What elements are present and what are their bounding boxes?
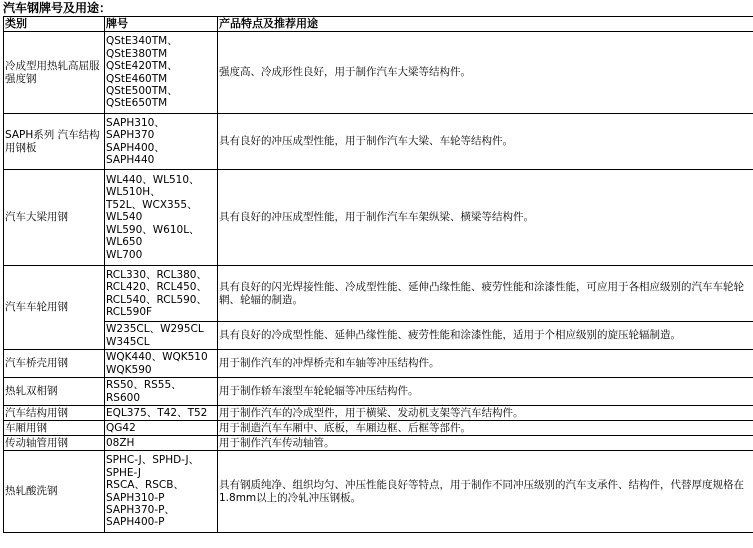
grade-cell <box>105 451 218 533</box>
table-header-row <box>4 17 753 32</box>
category-cell: 冷成型用热轧高屈服强度钢 <box>4 32 105 114</box>
grade-item: WL590、W610L、 <box>106 223 200 236</box>
features-cell: 用于制作汽车的冲焊桥壳和车轴等冲压结构件。 <box>218 350 753 378</box>
grade-item: QStE460TM <box>106 72 168 85</box>
grade-cell <box>105 436 218 451</box>
grade-item: RS50、RS55、 <box>106 379 182 392</box>
grade-item: WL510H、 <box>106 186 161 199</box>
grade-item: W235CL、W295CL <box>106 323 204 336</box>
header-category: 类别 <box>4 17 105 32</box>
grade-item: QStE420TM、 <box>106 60 178 73</box>
features-cell: 用于制作汽车传动轴管。 <box>218 436 753 451</box>
grade-item: SAPH370-P、 <box>106 503 175 516</box>
grade-item: SAPH370 <box>106 129 155 142</box>
table-row <box>4 32 753 114</box>
grade-item: W345CL <box>106 335 150 348</box>
header-features: 产品特点及推荐用途 <box>218 17 753 32</box>
grade-item: WQK440、WQK510 <box>106 351 208 364</box>
grade-cell <box>105 421 218 436</box>
features-cell: 具有良好的冷成型性能、延伸凸缘性能、疲劳性能和涂漆性能，适用于个相应级别的旋压轮辐制造。 <box>218 322 753 350</box>
page-title: 汽车钢牌号及用途： <box>3 1 112 15</box>
table-row <box>4 114 753 170</box>
category-cell: 汽车大梁用钢 <box>4 170 105 266</box>
grade-item: WL440、WL510、 <box>106 174 200 187</box>
grade-item: SAPH440 <box>106 153 155 166</box>
grade-cell <box>105 170 218 266</box>
grade-item: WL540 <box>106 211 143 224</box>
features-cell: 用于制作汽车的冷成型件，用于横梁、发动机支架等汽车结构件。 <box>218 406 753 421</box>
grade-item: RCL420、RCL450、 <box>106 281 207 294</box>
grade-item: SAPH310-P <box>106 491 165 504</box>
category-cell: 传动轴管用钢 <box>4 436 105 451</box>
grade-cell <box>105 32 218 114</box>
grade-item: QStE650TM <box>106 97 168 110</box>
grade-cell <box>105 322 218 350</box>
grade-cell <box>105 114 218 170</box>
table-row <box>4 266 753 322</box>
grade-item: RCL590F <box>106 305 153 318</box>
category-cell: 汽车结构用钢 <box>4 406 105 421</box>
grade-item: QStE500TM、 <box>106 84 178 97</box>
table-row <box>4 350 753 378</box>
features-cell: 用于制作轿车滚型车轮轮辐等冲压结构件。 <box>218 378 753 406</box>
grade-item: QStE380TM <box>106 47 168 60</box>
table-row <box>4 170 753 266</box>
grade-item: SAPH310、 <box>106 116 165 129</box>
grade-cell <box>105 266 218 322</box>
table-row <box>4 406 753 421</box>
grade-item: WQK590 <box>106 363 152 376</box>
table-row <box>4 378 753 406</box>
category-cell: 热轧酸洗钢 <box>4 451 105 533</box>
grade-item: RSCA、RSCB、 <box>106 479 184 492</box>
grade-item: RCL540、RCL590、 <box>106 293 207 306</box>
category-cell: 汽车桥壳用钢 <box>4 350 105 378</box>
grade-item: WL700 <box>106 248 143 261</box>
category-cell: SAPH系列 汽车结构用钢板 <box>4 114 105 170</box>
category-cell: 车厢用钢 <box>4 421 105 436</box>
grade-item: SAPH400、 <box>106 141 165 154</box>
grade-item: QG42 <box>106 421 136 434</box>
grade-item: RS600 <box>106 391 141 404</box>
header-grade: 牌号 <box>105 17 218 32</box>
grade-item: T52L、WCX355、 <box>106 198 198 211</box>
features-cell: 具有良好的冲压成型性能，用于制作汽车车架纵梁、横梁等结构件。 <box>218 170 753 266</box>
grade-item: SPHC-J、SPHD-J、 <box>106 454 200 467</box>
features-cell: 强度高、冷成形性良好，用于制作汽车大梁等结构件。 <box>218 32 753 114</box>
steel-grade-table <box>3 16 753 533</box>
table-row <box>4 436 753 451</box>
features-cell: 具有钢质纯净、组织均匀、冲压性能良好等特点，用于制作不同冲压级别的汽车支承件、结构件，代替厚度规格在1.8mm以上的冷轧冲压钢板。 <box>218 451 753 533</box>
grade-item: SAPH400-P <box>106 516 165 529</box>
table-row <box>4 322 753 350</box>
grade-cell <box>105 406 218 421</box>
features-cell: 具有良好的闪光焊接性能、冷成型性能、延伸凸缘性能、疲劳性能和涂漆性能，可应用于各相应级别的汽车车轮轮辋、轮辐的制造。 <box>218 266 753 322</box>
category-cell: 汽车车轮用钢 <box>4 266 105 350</box>
grade-item: 08ZH <box>106 436 135 449</box>
grade-item: EQL375、T42、T52 <box>106 406 208 419</box>
table-row <box>4 421 753 436</box>
grade-cell <box>105 350 218 378</box>
grade-item: SPHE-J <box>106 466 141 479</box>
features-cell: 用于制造汽车车厢中、底板，车厢边框、后框等部件。 <box>218 421 753 436</box>
grade-item: WL650 <box>106 236 143 249</box>
category-cell: 热轧双相钢 <box>4 378 105 406</box>
grade-item: RCL330、RCL380、 <box>106 268 207 281</box>
grade-cell <box>105 378 218 406</box>
grade-item: QStE340TM、 <box>106 35 178 48</box>
features-cell: 具有良好的冲压成型性能，用于制作汽车大梁、车轮等结构件。 <box>218 114 753 170</box>
table-row <box>4 451 753 533</box>
